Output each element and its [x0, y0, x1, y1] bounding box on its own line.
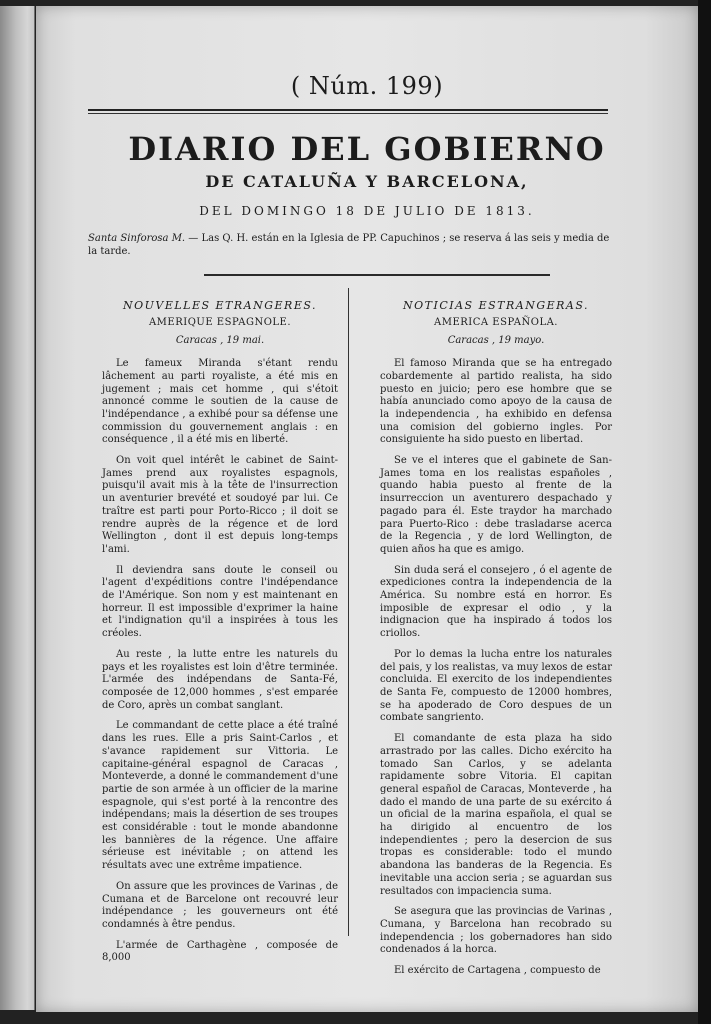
- spanish-region: AMERICA ESPAÑOLA.: [434, 316, 558, 328]
- spanish-paragraph: Se asegura que las provincias de Varinas , Cumana, y Barcelona han recobrado su independencia ; los gobernadores han sido condenados á la horca.: [380, 906, 612, 956]
- spanish-paragraph: El famoso Miranda que se ha entregado cobardemente al partido realista, ha sido puesto en juicio; pero ese hombre que se había anunciado como apoyo de la causa de la independencia , ha exhibido en defensa una comision del gobierno ingles. Por consiguiente ha sido puesto en libertad.: [380, 358, 612, 446]
- spanish-paragraph: El comandante de esta plaza ha sido arrastrado por las calles. Dicho exército ha tomado San Carlos, y se adelanta rapidamente sobre Vitoria. El capitan general español de Caracas, Monteverde , ha dado el mando de una parte de su exército á un oficial de la marina española, el qual se ha dirigido al encuentro de los independientes ; pero la desercion de sus tropas es considerable: todo el mundo abandona las banderas de la Regencia. Es inevitable una accion seria ; se aguardan sus resultados con impaciencia suma.: [380, 733, 612, 897]
- spanish-paragraph: Por lo demas la lucha entre los naturales del pais, y los realistas, va muy lexos de estar concluida. El exercito de los independientes de Santa Fe, compuesto de 12000 hombres, se ha apoderado de Coro despues de un combate sangriento.: [380, 648, 612, 724]
- french-paragraph: On voit quel intérêt le cabinet de Saint-James prend aux royalistes espagnols, puisqu'il avait mis à la tête de l'insurrection un aventurier brevété et soudoyé par lui. Ce traître est parti pour Porto-Ricco ; il doit se rendre auprès de la régence et de lord Wellington , dont il est depuis long-temps l'ami.: [102, 455, 338, 555]
- issue-number: ( Núm. 199): [290, 72, 444, 100]
- spanish-section-title: NOTICIAS ESTRANGERAS.: [403, 299, 589, 312]
- facing-page-edge: [0, 6, 35, 1010]
- french-paragraph: Il deviendra sans doute le conseil ou l'agent d'expéditions contre l'indépendance de l'Amérique. Son nom y est maintenant en horreur. Il est impossible d'exprimer la haine et l'indignation qu'il a inspirées à tous les créoles.: [102, 564, 338, 640]
- notice-text: — Las Q. H. están en la Iglesia de PP. Capuchinos ; se reserva á las seis y media de la tarde.: [88, 233, 610, 257]
- spanish-dateline: Caracas , 19 mayo.: [447, 335, 545, 347]
- french-region: AMERIQUE ESPAGNOLE.: [148, 316, 292, 328]
- issue-date: DEL DOMINGO 18 DE JULIO DE 1813.: [199, 204, 535, 218]
- scan-edge: [698, 0, 711, 1024]
- spanish-column: [380, 300, 612, 986]
- spanish-paragraph: El exército de Cartagena , compuesto de: [394, 965, 601, 977]
- french-paragraph: L'armée de Carthagène , composée de 8,000: [102, 939, 338, 964]
- french-paragraph: On assure que les provinces de Varinas , de Cumana et de Barcelone ont recouvré leur indépendance ; les gouverneurs ont été condamnés à être pendus.: [102, 880, 338, 930]
- french-paragraph: Au reste , la lutte entre les naturels du pays et les royalistes est loin d'être terminée. L'armée des indépendans de Santa-Fé, composée de 12,000 hommes , s'est emparée de Coro, après un combat sanglant.: [102, 648, 338, 711]
- masthead-title: DIARIO DEL GOBIERNO: [128, 130, 606, 168]
- french-section-title: NOUVELLES ETRANGERES.: [122, 299, 318, 312]
- french-paragraph: Le commandant de cette place a été traîné dans les rues. Elle a pris Saint-Carlos , et s'avance rapidement sur Vittoria. Le capitaine-général espagnol de Caracas , Monteverde, a donné le commandement d'une partie de son armée à un officier de la marine espagnole, qui s'est porté à la rencontre des indépendans; mais la désertion de ses troupes est considérable : tout le monde abandonne les bannières de la régence. Une affaire sérieuse est inévitable ; on attend les résultats avec une extrême impatience.: [102, 720, 338, 872]
- spanish-paragraph: Sin duda será el consejero , ó el agente de expediciones contra la independencia de la América. Su nombre está en horror. Es imposible de expresar el odio , y la indignacion que ha inspirado á todos los criollos.: [380, 564, 612, 640]
- spanish-paragraph: Se ve el interes que el gabinete de San-James toma en los realistas españoles , quando habia puesto al frente de la insurreccion un aventurero despachado y pagado para él. Este traydor ha marchado para Puerto-Rico : debe trasladarse acerca de la Regencia , y de lord Wellington, de quien años ha que es amigo.: [380, 455, 612, 555]
- section-rule: [204, 274, 550, 276]
- french-dateline: Caracas , 19 mai.: [175, 335, 265, 347]
- top-rule: [88, 109, 608, 114]
- notice-saint: Santa Sinforosa M.: [88, 233, 186, 244]
- newspaper-page: [36, 6, 698, 1012]
- french-paragraph: Le fameux Miranda s'étant rendu lâchement au parti royaliste, a été mis en jugement ; mais cet homme , qui s'étoit annoncé comme le soutien de la cause de l'indépendance , a exhibé pour sa défense une commission du gouvernement anglais : en conséquence , il a été mis en liberté.: [102, 358, 338, 446]
- masthead-subtitle: DE CATALUÑA Y BARCELONA,: [205, 172, 529, 191]
- column-divider: [348, 288, 349, 936]
- french-column: [102, 300, 338, 973]
- daily-notice: [88, 232, 618, 258]
